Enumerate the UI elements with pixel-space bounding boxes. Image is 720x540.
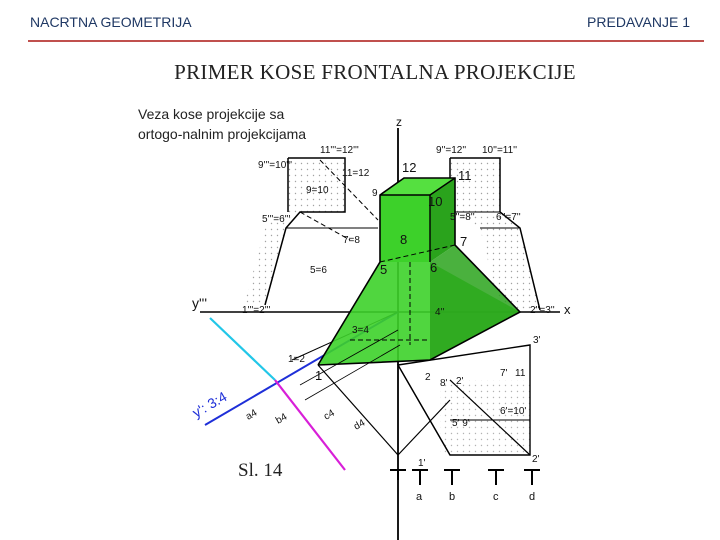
header-course-title: NACRTNA GEOMETRIJA [30,14,192,30]
label-l37: b4 [274,411,290,427]
magenta-projection-line [275,380,345,470]
ratio-label: y': 3:4 [189,388,230,421]
label-l35: 2' [532,454,540,465]
label-l32: 6'=10' [500,406,527,417]
label-l17: 5''=8'' [450,212,475,223]
label-l26: 2 [425,372,431,383]
label-l12: 9''=12'' [436,145,467,156]
label-l14: 12 [402,160,417,175]
header-lecture-number: PREDAVANJE 1 [587,14,690,30]
label-l30: 11 [515,368,526,379]
label-l13: 10''=11'' [482,145,517,156]
label-l16: 10 [428,194,443,209]
label-l29: 7' [500,368,508,379]
label-l19: 7 [460,234,468,249]
label-l23: 4'' [435,307,445,318]
label-l27: 8' [440,378,448,389]
label-l34: 1' [418,458,426,469]
label-l9: 1'''=2''' [242,305,271,316]
dotted-region-left [244,158,345,305]
ground-label-d: d [529,491,536,503]
slide-title: PRIMER KOSE FRONTALNA PROJEKCIJE [174,60,576,84]
axis-label-z: z [396,115,402,129]
label-l10: 3=4 [352,325,369,336]
label-l6: 5'''=6''' [262,214,291,225]
label-l39: d4 [352,417,368,433]
axis-label-y3: y''' [192,295,208,311]
label-l31: 1 [315,368,323,383]
label-l25: 3' [533,335,541,346]
label-l3: 11=12 [342,168,370,179]
ground-markers [390,470,540,485]
diagram-caption: Veza kose projekcije sa ortogo-nalnim projekcijama [138,106,307,142]
label-l18: 6''=7'' [496,212,521,223]
label-l1: 11'''=12''' [320,145,359,156]
label-l4: 9=10 [306,185,329,196]
label-l15: 11 [458,168,472,183]
label-l36: a4 [244,407,260,423]
label-l2: 9'''=10''' [258,160,292,171]
label-l11: 1=2 [288,354,305,365]
label-l21: 6 [430,260,438,275]
figure-label: Sl. 14 [238,460,283,481]
label-l8: 5=6 [310,265,327,276]
label-l5: 9 [372,188,378,199]
label-l38: c4 [322,407,337,423]
cyan-projection-line [210,318,275,380]
label-l28: 2' [456,376,464,387]
label-l33: 5' 9' [452,418,470,429]
label-l7: 7=8 [343,235,360,246]
ground-label-c: c [493,491,499,503]
label-l22: 5 [380,262,388,277]
ground-label-b: b [449,491,456,503]
label-l20: 8 [400,232,408,247]
label-l24: 2''=3'' [530,305,555,316]
ground-label-a: a [416,491,423,503]
axis-label-x: x [564,302,571,317]
